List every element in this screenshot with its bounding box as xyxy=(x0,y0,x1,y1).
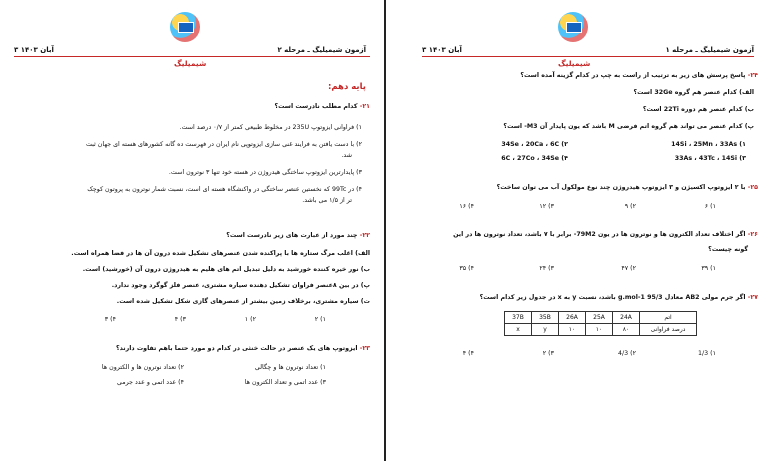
q25-option-4: ۴) ۱۶ xyxy=(459,203,474,210)
table-cell: y xyxy=(532,324,559,336)
q23-number: ۲۳- xyxy=(359,345,370,352)
q22-item-c: پ) در بین ۸عنصر فراوان تشکیل دهنده سیاره مشتری، عنصر فلز گوگرد وجود ندارد. xyxy=(111,282,370,289)
table-cell: 26A xyxy=(559,312,586,324)
q24-option-3: ۳) 33As ، 43Tc ، 14Si xyxy=(674,155,746,162)
q22-option-4: ۴) ۳ xyxy=(104,316,116,323)
q24-number: ۲۴- xyxy=(747,72,758,79)
q24-item-b: ب) کدام عنصر هم دوره 22Ti است؟ xyxy=(642,106,754,113)
logo-icon xyxy=(558,12,588,42)
logo-icon xyxy=(170,12,200,42)
q21-option-3: ۳) پایدارترین ایزوتوپ ساختگی هیدروژن در هسته خود تنها ۳ نوترون است. xyxy=(168,169,362,176)
table-cell: 37B xyxy=(505,312,532,324)
q23-stem: ۲۳- ایزوتوپ های یک عنصر در حالت خنثی در کدام دو مورد حتما باهم تفاوت دارند؟ xyxy=(115,345,370,352)
q21-stem: ۲۱- کدام مطلب نادرست است؟ xyxy=(274,103,370,110)
table-cell: ۱۰ xyxy=(586,324,613,336)
q27-number: ۲۷- xyxy=(747,294,758,301)
q24-option-4: ۴) 6C ، 27Co ، 34Se xyxy=(501,155,568,162)
q22-item-b: ب) نور خیره کننده خورشید به دلیل تبدیل اتم های هلیم به هیدروژن درون آن (خورشید) است. xyxy=(82,266,370,273)
q22-option-1: ۱) ۲ xyxy=(314,316,326,323)
table-cell: 35B xyxy=(532,312,559,324)
right-header-date: ۳ آبان ۱۴۰۳ xyxy=(422,46,462,54)
q22-item-a: الف) اغلب مرگ ستاره ها با پراکنده شدن عنصرهای تشکیل شده درون آن ها در فضا همراه است. xyxy=(71,250,370,257)
q27-option-2: ۲) 4/3 xyxy=(618,350,636,357)
abundance-table xyxy=(504,311,697,336)
q26-stem-cont: گونه چیست؟ xyxy=(708,246,748,253)
left-header-date: ۳ آبان ۱۴۰۳ xyxy=(14,46,54,54)
q27-option-3: ۳) ۲ xyxy=(542,350,554,357)
q27-option-1: ۱) 1/3 xyxy=(698,350,716,357)
q23-option-1: ۱) تعداد نوترون ها و چگالی xyxy=(254,364,326,371)
q24-item-a: الف) کدام عنصر هم گروه 32Ge است؟ xyxy=(633,89,754,96)
left-header-subtitle: شیمیلیگ xyxy=(174,59,207,68)
q23-option-3: ۳) عدد اتمی و تعداد الکترون ها xyxy=(244,379,326,386)
table-cell: 24A xyxy=(613,312,640,324)
q25-option-3: ۳) ۱۲ xyxy=(539,203,554,210)
table-header-row xyxy=(505,312,697,324)
table-cell: ۸۰ xyxy=(613,324,640,336)
q26-stem: ۲۶- اگر اختلاف تعداد الکترون ها و نوترون ها در یون 79M2- برابر با ۷ باشد، تعداد نوترون ها در این xyxy=(453,231,758,238)
q26-option-2: ۲) ۴۷ xyxy=(621,265,636,272)
q26-option-3: ۳) ۲۴ xyxy=(539,265,554,272)
q26-number: ۲۶- xyxy=(747,231,758,238)
q24-stem: ۲۴- پاسخ پرسش های زیر به ترتیب از راست به چپ در کدام گزینه آمده است؟ xyxy=(520,72,758,79)
q27-option-4: ۴) ۴ xyxy=(462,350,474,357)
q21-option-4-cont: تر از ۱/۵ می باشد. xyxy=(302,197,352,204)
q26-option-1: ۱) ۳۹ xyxy=(701,265,716,272)
table-row xyxy=(505,324,697,336)
right-header-exam: آزمون شیمیلیگ ـ مرحله ۱ xyxy=(665,46,754,54)
table-cell: x xyxy=(505,324,532,336)
q21-option-2: ۲) با دست یافتن به فرایند غنی سازی ایزوتوپی نام ایران در فهرست ده گانه کشورهای هسته ای جهان ثبت xyxy=(85,141,362,148)
q21-option-2-cont: شد. xyxy=(341,152,352,159)
table-cell: اتم xyxy=(640,312,697,324)
q27-stem: ۲۷- اگر جرم مولی AB2 معادل 95/3 g.mol-1 باشد، نسبت y به x در جدول زیر کدام است؟ xyxy=(479,294,758,301)
table-cell: ۱۰ xyxy=(559,324,586,336)
q24-option-2: ۲) 34Se ، 20Ca ، 6C xyxy=(501,141,568,148)
q23-option-4: ۴) عدد اتمی و عدد جرمی xyxy=(116,379,184,386)
left-header-exam: آزمون شیمیلیگ ـ مرحله ۲ xyxy=(277,46,366,54)
q25-stem: ۲۵- با ۲ ایزوتوپ اکسیژن و ۳ ایزوتوپ هیدروژن چند نوع مولکول آب می توان ساخت؟ xyxy=(496,184,758,191)
q26-option-4: ۴) ۳۵ xyxy=(459,265,474,272)
q24-item-c: پ) کدام عنصر می تواند هم گروه اتم فرضی M باشد که یون پایدار آن M3- است؟ xyxy=(503,123,754,130)
q25-number: ۲۵- xyxy=(747,184,758,191)
q22-option-2: ۲) ۱ xyxy=(244,316,256,323)
right-header-subtitle: شیمیلیگ xyxy=(558,59,591,68)
q22-item-d: ت) سیاره مشتری، برخلاف زمین بیشتر از عنصرهای گازی شکل تشکیل شده است. xyxy=(116,298,370,305)
q22-number: ۲۲- xyxy=(359,232,370,239)
q22-option-3: ۳) ۴ xyxy=(174,316,186,323)
q22-stem: ۲۲- چند مورد از عبارت های زیر نادرست است؟ xyxy=(226,232,370,239)
q24-option-1: ۱) 14Si ، 25Mn ، 33As xyxy=(671,141,746,148)
q21-number: ۲۱- xyxy=(359,103,370,110)
left-header-divider xyxy=(14,56,370,57)
q25-option-1: ۱) ۶ xyxy=(704,203,716,210)
right-page xyxy=(386,0,768,461)
q25-option-2: ۲) ۹ xyxy=(624,203,636,210)
right-header-divider xyxy=(422,56,754,57)
q21-option-1: ۱) فراوانی ایزوتوپ 235U در مخلوط طبیعی کمتر از ۰/۷ درصد است. xyxy=(179,124,362,131)
table-cell: 25A xyxy=(586,312,613,324)
table-cell: درصد فراوانی xyxy=(640,324,697,336)
q21-option-4: ۴) در 99Tc که نخستین عنصر ساختگی در واکنشگاه هسته ای است، نسبت شمار نوترون به پروتون کوچک xyxy=(87,186,362,193)
grade-heading: پایه دهم: xyxy=(327,82,366,92)
q23-option-2: ۲) تعداد نوترون ها و الکترون ها xyxy=(101,364,184,371)
